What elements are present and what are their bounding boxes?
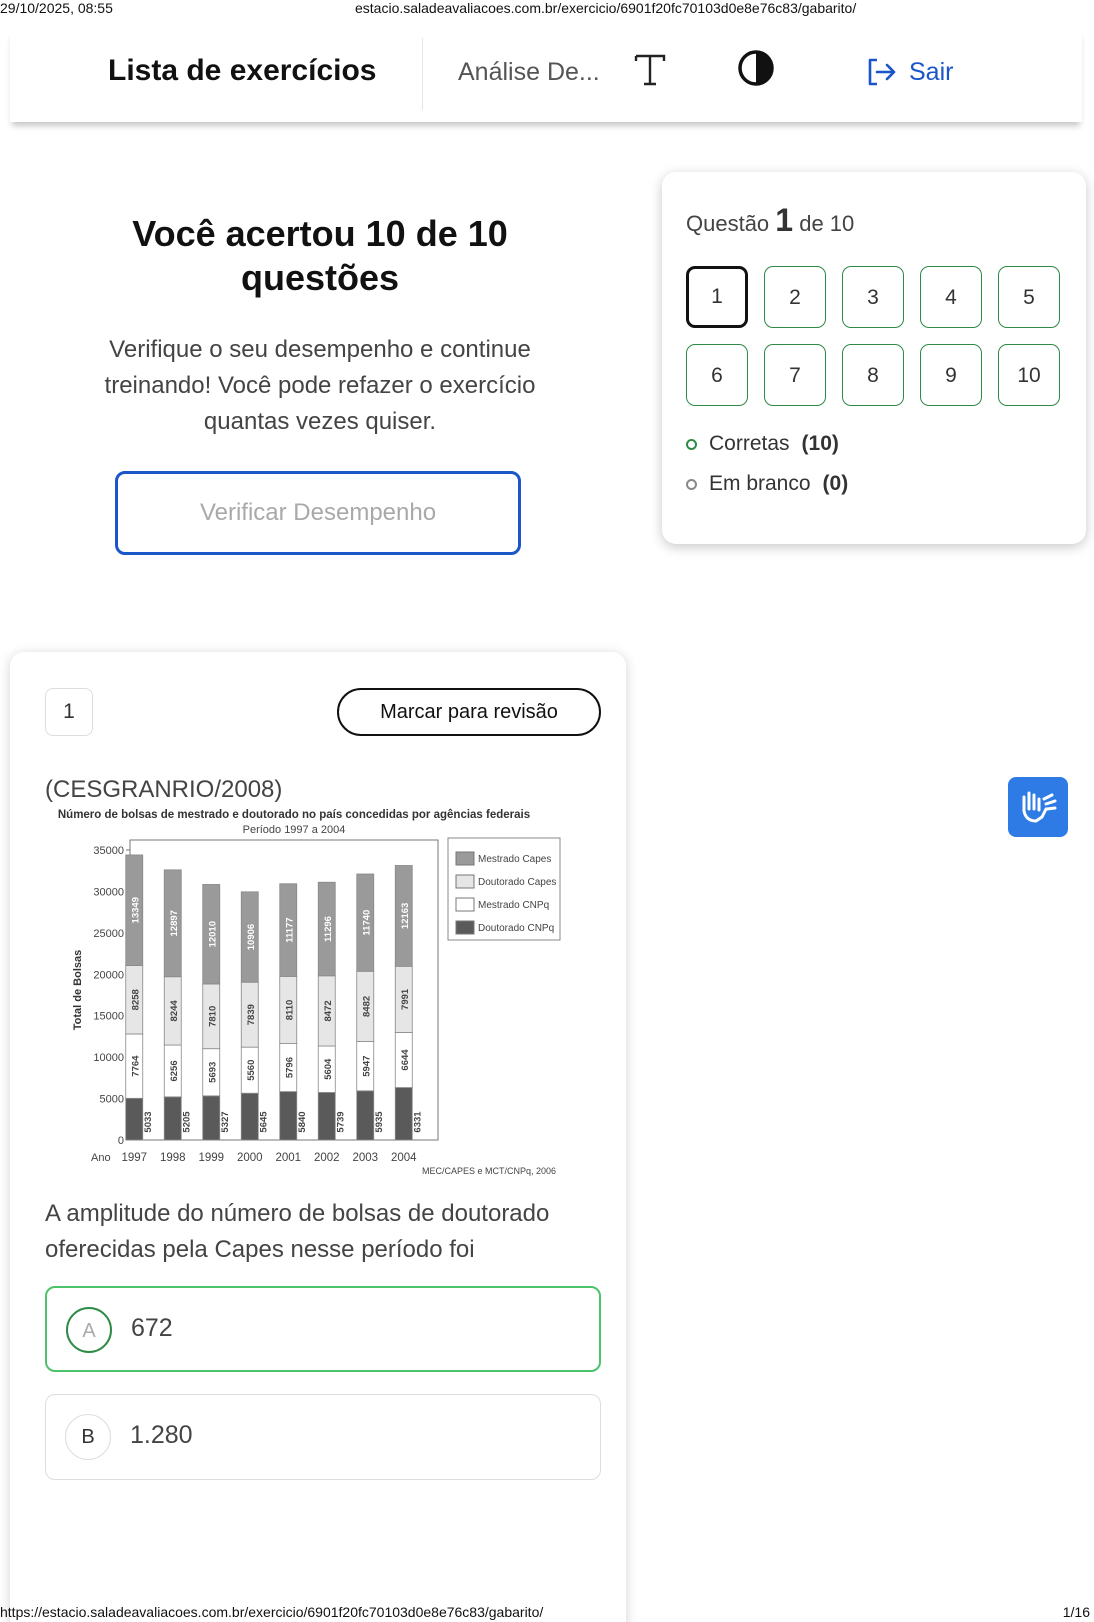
question-button-9[interactable]: 9 <box>920 344 982 406</box>
bar-value-label: 5739 <box>335 1111 347 1133</box>
option-a-text: 672 <box>131 1314 173 1342</box>
header-divider <box>422 38 423 110</box>
bar-value-label: 12897 <box>168 910 180 937</box>
print-page-count: 1/16 <box>1062 1604 1090 1620</box>
legend-correct <box>686 432 839 456</box>
bar-value-label: 5205 <box>181 1111 193 1133</box>
bar-value-label: 5693 <box>207 1061 219 1083</box>
question-button-3[interactable]: 3 <box>842 266 904 328</box>
bar-value-label: 5796 <box>284 1057 296 1079</box>
bar-value-label: 10906 <box>245 923 257 951</box>
question-card <box>10 652 626 1622</box>
x-tick-label: 2000 <box>236 1152 263 1164</box>
blank-dot-icon <box>686 479 697 490</box>
logout-label: Sair <box>909 57 954 86</box>
x-tick-label: 2004 <box>390 1152 417 1164</box>
question-source: (CESGRANRIO/2008) <box>45 776 283 803</box>
legend-swatch <box>456 852 474 865</box>
question-button-6[interactable]: 6 <box>686 344 748 406</box>
print-footer <box>0 1602 1094 1622</box>
logout-icon <box>865 56 897 88</box>
bar-value-label: 12163 <box>399 902 411 930</box>
bar-value-label: 13349 <box>130 897 142 924</box>
bar-segment <box>395 1088 412 1140</box>
bar-value-label: 5033 <box>142 1111 154 1133</box>
question-counter <box>686 202 854 239</box>
contrast-icon[interactable] <box>736 48 776 88</box>
bar-value-label: 11740 <box>361 909 373 936</box>
y-tick-label: 10000 <box>93 1052 124 1065</box>
y-tick-label: 30000 <box>93 886 124 899</box>
bar-segment <box>357 1091 374 1140</box>
question-button-8[interactable]: 8 <box>842 344 904 406</box>
question-button-4[interactable]: 4 <box>920 266 982 328</box>
stacked-bar-chart <box>46 804 578 1176</box>
y-tick-label: 35000 <box>93 845 124 857</box>
y-tick-label: 0 <box>117 1135 124 1147</box>
print-date: 29/10/2025, 08:55 <box>0 0 113 16</box>
subject-name[interactable]: Análise De... <box>458 58 600 86</box>
blank-label: Em branco <box>709 472 811 495</box>
question-button-5[interactable]: 5 <box>998 266 1060 328</box>
chart-ylabel: Total de Bolsas <box>72 949 84 1031</box>
chart-title: Número de bolsas de mestrado e doutorado no país concedidas por agências federais <box>57 809 531 821</box>
bar-value-label: 8472 <box>322 1000 334 1022</box>
bar-value-label: 8482 <box>361 995 373 1017</box>
counter-current: 1 <box>775 202 794 238</box>
chart-subtitle: Período 1997 a 2004 <box>242 824 346 836</box>
bar-value-label: 8110 <box>284 999 296 1021</box>
correct-count: (10) <box>801 432 839 455</box>
x-tick-label: 2002 <box>313 1152 340 1164</box>
x-tick-label: 2003 <box>352 1152 379 1164</box>
bar-value-label: 5947 <box>361 1055 373 1077</box>
counter-prefix: Questão <box>686 211 770 236</box>
print-footer-url: https://estacio.saladeavaliacoes.com.br/exercicio/6901f20fc70103d0e8e76c83/gabarito/ <box>0 1604 544 1620</box>
bar-value-label: 12010 <box>207 921 219 948</box>
y-tick-label: 15000 <box>93 1010 124 1023</box>
font-size-icon[interactable] <box>630 46 670 90</box>
question-statement: A amplitude do número de bolsas de doutorado oferecidas pela Capes nesse período foi <box>45 1200 550 1263</box>
option-b-text: 1.280 <box>130 1421 193 1449</box>
option-a[interactable] <box>45 1286 601 1372</box>
bar-value-label: 6331 <box>412 1111 424 1133</box>
y-tick-label: 25000 <box>93 927 124 940</box>
top-bar <box>10 30 1082 122</box>
bar-segment <box>203 1096 220 1140</box>
bar-value-label: 11296 <box>322 916 334 942</box>
correct-dot-icon <box>686 439 697 450</box>
y-tick-label: 5000 <box>99 1093 124 1106</box>
bar-value-label: 7764 <box>130 1055 142 1077</box>
x-tick-label: 1997 <box>121 1152 148 1164</box>
question-navigator <box>662 172 1086 544</box>
question-number: 1 <box>45 688 93 736</box>
legend-swatch <box>456 898 474 911</box>
option-b[interactable] <box>45 1394 601 1480</box>
result-message: Verifique o seu desempenho e continue treinando! Você pode refazer o exercício quantas vezes quiser. <box>104 336 536 435</box>
x-tick-label: 1999 <box>198 1152 225 1164</box>
bar-value-label: 5560 <box>245 1059 257 1081</box>
sign-language-button[interactable] <box>1008 777 1068 837</box>
bar-value-label: 8244 <box>168 1000 180 1022</box>
result-panel <box>60 212 580 440</box>
legend-label: Doutorado CNPq <box>478 923 555 934</box>
question-button-10[interactable]: 10 <box>998 344 1060 406</box>
bar-segment <box>164 1097 181 1140</box>
bar-value-label: 6644 <box>399 1049 411 1071</box>
print-header <box>0 0 1094 18</box>
chart-xlabel: Ano <box>91 1152 111 1164</box>
legend-swatch <box>456 921 474 934</box>
correct-label: Corretas <box>709 432 790 455</box>
result-title: Você acertou 10 de 10 questões <box>132 213 508 298</box>
y-tick-label: 20000 <box>93 969 124 982</box>
question-button-1[interactable]: 1 <box>686 266 748 328</box>
question-button-7[interactable]: 7 <box>764 344 826 406</box>
bar-segment <box>126 1098 143 1140</box>
sign-language-icon <box>1008 777 1068 837</box>
counter-suffix: de 10 <box>799 211 855 236</box>
print-url: estacio.saladeavaliacoes.com.br/exercicio/6901f20fc70103d0e8e76c83/gabarito/ <box>355 0 857 16</box>
legend-label: Doutorado Capes <box>478 877 557 888</box>
legend-blank <box>686 472 848 496</box>
legend-swatch <box>456 875 474 888</box>
bar-value-label: 5935 <box>373 1111 385 1133</box>
chart-source: MEC/CAPES e MCT/CNPq, 2006 <box>421 1166 556 1176</box>
bar-value-label: 5604 <box>322 1058 334 1080</box>
bar-value-label: 5840 <box>296 1111 308 1133</box>
question-button-2[interactable]: 2 <box>764 266 826 328</box>
bar-value-label: 7810 <box>207 1005 219 1027</box>
verify-performance-button[interactable]: Verificar Desempenho <box>115 471 521 555</box>
bar-value-label: 11177 <box>284 917 296 943</box>
logout-button[interactable] <box>865 52 953 92</box>
option-b-letter: B <box>65 1414 111 1460</box>
bar-segment <box>318 1092 335 1140</box>
bar-value-label: 5645 <box>258 1111 270 1133</box>
mark-for-review-button[interactable]: Marcar para revisão <box>337 688 601 736</box>
blank-count: (0) <box>822 472 849 495</box>
option-a-letter: A <box>66 1307 112 1353</box>
bar-value-label: 6256 <box>168 1060 180 1082</box>
x-tick-label: 2001 <box>275 1152 302 1164</box>
bar-value-label: 7839 <box>245 1004 257 1026</box>
bar-segment <box>280 1092 297 1140</box>
bar-value-label: 7991 <box>399 988 411 1010</box>
bar-value-label: 5327 <box>219 1111 231 1133</box>
x-tick-label: 1998 <box>159 1152 186 1164</box>
legend-label: Mestrado Capes <box>478 854 552 865</box>
page-title: Lista de exercícios <box>108 54 377 87</box>
bar-value-label: 8258 <box>130 989 142 1011</box>
bar-segment <box>241 1093 258 1140</box>
legend-label: Mestrado CNPq <box>478 900 550 911</box>
